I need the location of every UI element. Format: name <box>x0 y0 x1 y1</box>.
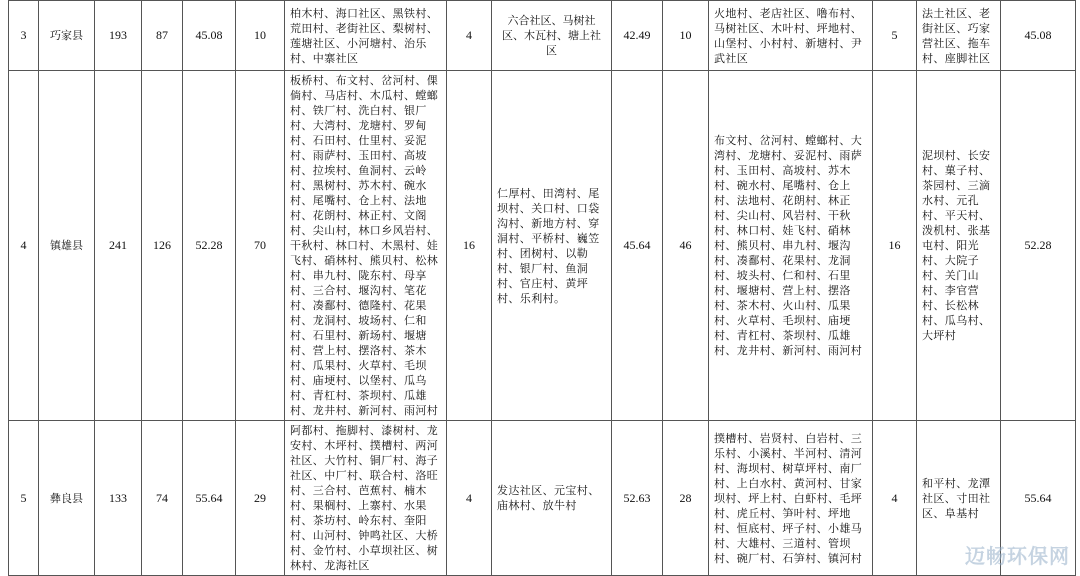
count: 74 <box>142 421 183 576</box>
village-count: 16 <box>447 71 492 421</box>
percentage: 55.64 <box>183 421 236 576</box>
percentage: 52.63 <box>612 421 663 576</box>
village-list: 布文村、岔河村、螳螂村、大湾村、龙塘村、妥泥村、雨萨村、玉田村、高坡村、苏木村、碗水村、尾嘴村、仓上村、法地村、花朗村、林正村、尖山村、风岩村、干秋村、林口村、娃飞村、硝林村、熊贝村、串九村、堰沟村、凑鄱村、花果村、龙洞村、坡头村、仁和村、石里村、堰塘村、营上村、摆洛村、茶木村、火山村、瓜果村、火草村、毛坝村、庙埂村、青杠村、茶坝村、瓜雄村、龙井村、新河村、雨河村 <box>709 71 873 421</box>
total-count: 133 <box>95 421 142 576</box>
village-list: 阿都村、拖脚村、漆树村、龙安村、木坪村、撲槽村、两河社区、大竹村、铜厂村、海子社区、中厂村、联合村、洛旺村、三合村、芭蕉村、楠木村、果榈村、上寨村、水果村、茶坊村、岭东村、奎阳村、山河村、钟鸣社区、大桥村、金竹村、小草坝社区、树林村、龙海社区 <box>285 421 447 576</box>
village-list: 火地村、老店社区、噜布村、马树社区、木叶村、坪地村、山堡村、小村村、新塘村、尹武社区 <box>709 1 873 71</box>
village-count: 46 <box>663 71 709 421</box>
village-list: 撲槽村、岩贤村、白岩村、三乐村、小溪村、半河村、清河村、海坝村、树草坪村、南厂村、上白水村、黄河村、甘家坝村、坪上村、白虾村、毛坪村、虎丘村、笋叶村、坪地村、恒底村、坪子村、小雄马村、大雄村、三道村、管坝村、碗厂村、石笋村、镇河村 <box>709 421 873 576</box>
county-name: 彝良县 <box>39 421 95 576</box>
percentage: 45.08 <box>183 1 236 71</box>
count: 126 <box>142 71 183 421</box>
row-number: 3 <box>9 1 39 71</box>
row-number: 4 <box>9 71 39 421</box>
row-number: 5 <box>9 421 39 576</box>
count: 87 <box>142 1 183 71</box>
table-row <box>9 71 1076 421</box>
percentage: 45.64 <box>612 71 663 421</box>
village-count: 16 <box>873 71 917 421</box>
table-row <box>9 421 1076 576</box>
village-count: 4 <box>447 421 492 576</box>
county-name: 巧家县 <box>39 1 95 71</box>
village-list: 法土社区、老街社区、巧家营社区、拖车村、座脚社区 <box>917 1 1001 71</box>
total-count: 241 <box>95 71 142 421</box>
county-name: 镇雄县 <box>39 71 95 421</box>
site-watermark: 迈畅环保网 <box>965 544 1070 568</box>
village-list: 柏木村、海口社区、黑铁村、荒田村、老街社区、梨树村、莲塘社区、小河塘村、治乐村、中寨社区 <box>285 1 447 71</box>
percentage: 55.64 <box>1001 421 1076 576</box>
percentage: 52.28 <box>183 71 236 421</box>
village-list: 板桥村、布文村、岔河村、倮倘村、马店村、木瓜村、螳螂村、铁厂村、洗白村、银厂村、大湾村、龙塘村、罗甸村、石田村、仕里村、妥泥村、雨萨村、玉田村、高坡村、拉埃村、鱼洞村、云岭村、黑树村、苏木村、碗水村、尾嘴村、仓上村、法地村、花朗村、林正村、文阁村、尖山村，林口乡风岩村、干秋村、林口村、木黑村、娃飞村、硝林村、熊贝村、松林村、串九村、陇东村、母享村、三合村、堰沟村、笔花村、凑鄱村、德隆村、花果村、龙洞村、坡场村、仁和村、石里村、新场村、堰塘村、营上村、摆洛村、茶木村、瓜果村、火草村、毛坝村、庙埂村、以堡村、瓜乌村、青杠村、茶坝村、瓜雄村、龙井村、新河村、雨河村 <box>285 71 447 421</box>
village-list: 仁厚村、田湾村、尾坝村、关口村、口袋沟村、新地方村、穿洞村、平桥村、巍笠村、团树村、以勒村、银厂村、鱼洞村、官庄村、黄坪村、乐利村。 <box>492 71 612 421</box>
village-count: 10 <box>236 1 285 71</box>
percentage: 42.49 <box>612 1 663 71</box>
table-row <box>9 1 1076 71</box>
village-table <box>8 0 1076 576</box>
village-count: 4 <box>447 1 492 71</box>
village-count: 4 <box>873 421 917 576</box>
percentage: 52.28 <box>1001 71 1076 421</box>
village-count: 10 <box>663 1 709 71</box>
village-list: 六合社区、马树社区、木瓦村、塘上社区 <box>492 1 612 71</box>
village-list: 和平村、龙潭社区、寸田社区、阜基村 <box>917 421 1001 576</box>
total-count: 193 <box>95 1 142 71</box>
village-list: 泥坝村、长安村、菓子村、茶园村、三滴水村、元孔村、平天村、泼机村、张基屯村、阳光村、大院子村、关门山村、李官营村、长松林村、瓜乌村、大坪村 <box>917 71 1001 421</box>
village-count: 5 <box>873 1 917 71</box>
village-list: 发达社区、元宝村、庙林村、放牛村 <box>492 421 612 576</box>
village-count: 70 <box>236 71 285 421</box>
percentage: 45.08 <box>1001 1 1076 71</box>
village-count: 28 <box>663 421 709 576</box>
village-count: 29 <box>236 421 285 576</box>
